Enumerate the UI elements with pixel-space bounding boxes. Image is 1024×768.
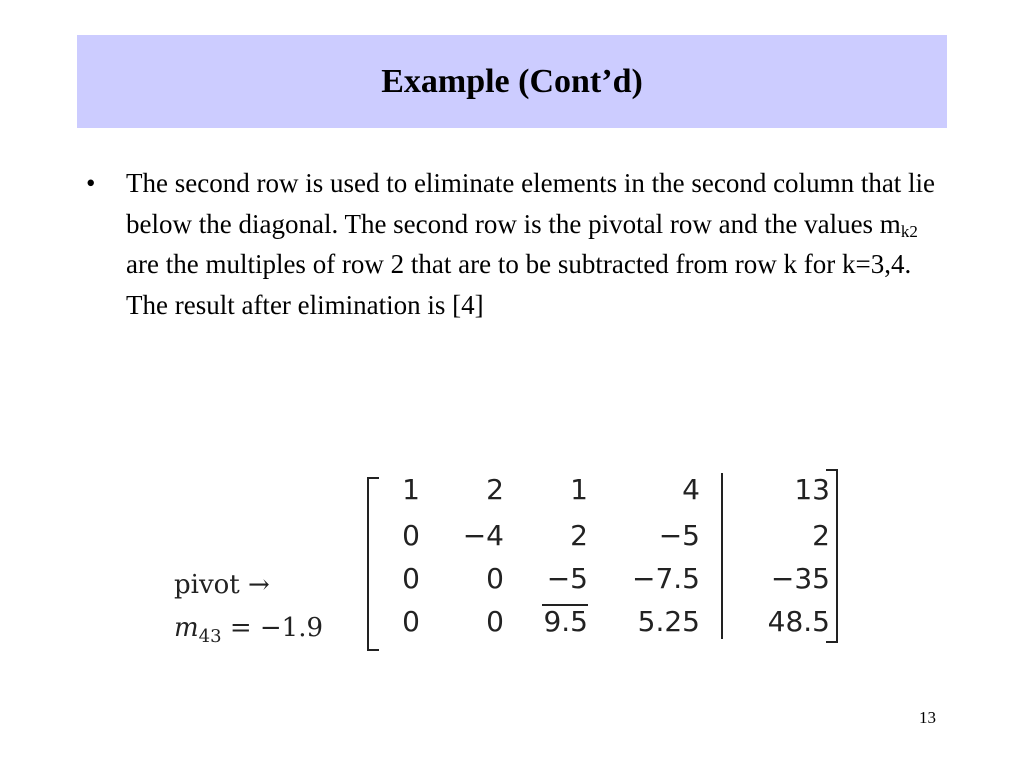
pivot-label: pivot → [174, 570, 270, 600]
matrix-cell: 0 [402, 519, 420, 552]
matrix-cell: 0 [486, 605, 504, 638]
bullet-text-before: The second row is used to eliminate elements in the second column that lie below the diagonal. The second row is the pivotal row and the values m [126, 168, 936, 239]
matrix-cell: 0 [486, 562, 504, 595]
matrix-cell: 2 [812, 519, 830, 552]
augmented-matrix-figure [170, 465, 870, 665]
bullet-subscript: k2 [900, 221, 918, 241]
multiplier-value: = −1.9 [221, 613, 324, 643]
matrix-cell: 13 [794, 473, 830, 506]
matrix-cell: 5.25 [637, 605, 700, 638]
matrix-cell: −4 [462, 519, 504, 552]
matrix-cell: 1 [402, 473, 420, 506]
bullet-text-after: are the multiples of row 2 that are to be subtracted from row k for k=3,4. The result after elimination is [4] [126, 249, 912, 320]
augment-divider [721, 473, 723, 639]
multiplier-label [174, 613, 324, 647]
matrix-cell: 1 [570, 473, 588, 506]
bullet-text [126, 163, 941, 325]
matrix-cell: 48.5 [767, 605, 830, 638]
multiplier-var: m [174, 613, 199, 643]
matrix-cell: 2 [570, 519, 588, 552]
bullet-marker: • [86, 168, 96, 198]
matrix-cell: 2 [486, 473, 504, 506]
page-number: 13 [919, 708, 936, 727]
slide-title: Example (Cont’d) [381, 62, 643, 100]
matrix-cell: 0 [402, 605, 420, 638]
matrix-cell: 0 [402, 562, 420, 595]
matrix-cell: −5 [658, 519, 700, 552]
multiplier-subscript: 43 [198, 626, 222, 647]
matrix-cell: 9.5 [543, 605, 588, 638]
matrix-cell: −7.5 [632, 562, 700, 595]
title-banner [77, 35, 947, 128]
bullet-paragraph [86, 163, 946, 325]
matrix-cell: 4 [682, 473, 700, 506]
matrix-cell: −35 [770, 562, 830, 595]
matrix-cell: −5 [546, 562, 588, 595]
